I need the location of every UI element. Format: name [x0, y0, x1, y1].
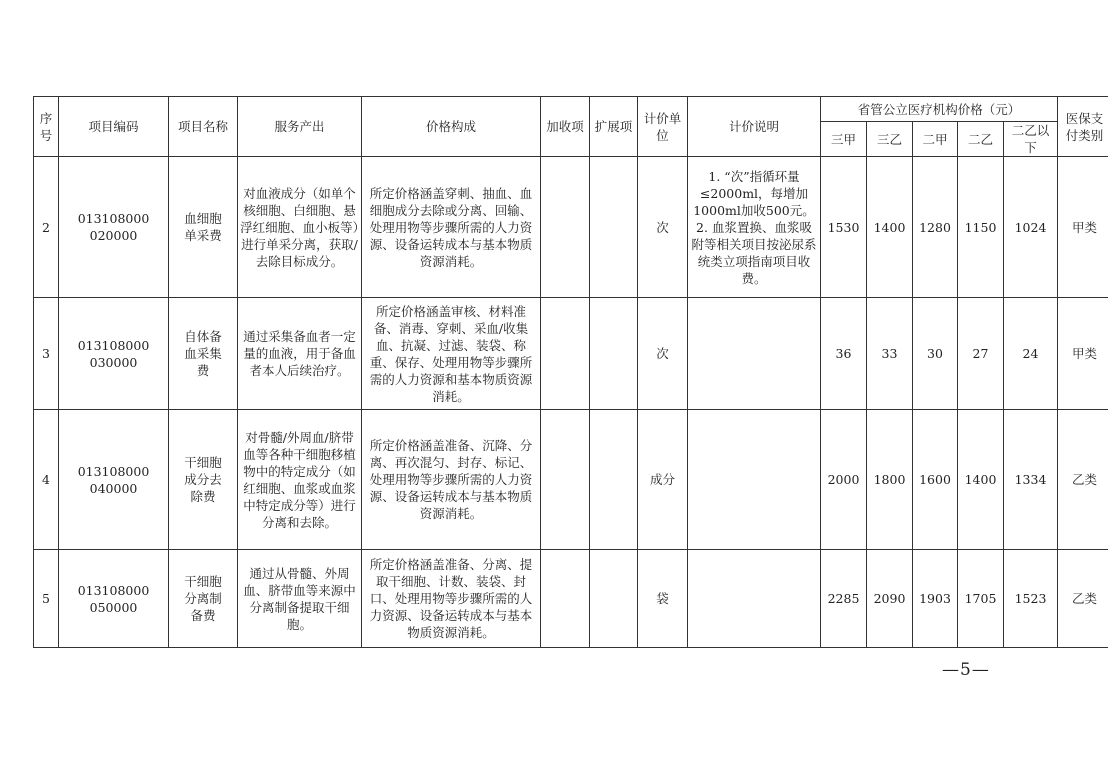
cell-ext-item — [590, 157, 638, 298]
cell-unit: 次 — [638, 298, 688, 410]
header-seq: 序号 — [34, 97, 59, 157]
cell-price: 1530 — [821, 157, 867, 298]
table-row — [34, 410, 1108, 550]
price-table-container — [33, 96, 1108, 648]
header-note: 计价说明 — [688, 97, 821, 157]
cell-price: 1400 — [867, 157, 913, 298]
cell-composition: 所定价格涵盖穿刺、抽血、血细胞成分去除或分离、回输、处理用物等步骤所需的人力资源、设备运转成本与基本物质资源消耗。 — [362, 157, 541, 298]
cell-insurance: 乙类 — [1058, 410, 1108, 550]
cell-add-item — [541, 298, 590, 410]
cell-note — [688, 550, 821, 648]
header-level: 二甲 — [913, 122, 958, 157]
cell-ext-item — [590, 298, 638, 410]
cell-price: 2090 — [867, 550, 913, 648]
header-service: 服务产出 — [238, 97, 362, 157]
cell-service: 对血液成分（如单个核细胞、白细胞、悬浮红细胞、血小板等）进行单采分离，获取/去除目标成分。 — [238, 157, 362, 298]
cell-seq: 2 — [34, 157, 59, 298]
table-row — [34, 550, 1108, 648]
cell-composition: 所定价格涵盖准备、分离、提取干细胞、计数、装袋、封口、处理用物等步骤所需的人力资源、设备运转成本与基本物质资源消耗。 — [362, 550, 541, 648]
cell-price: 2000 — [821, 410, 867, 550]
cell-unit: 袋 — [638, 550, 688, 648]
cell-code: 013108000 030000 — [59, 298, 169, 410]
cell-add-item — [541, 550, 590, 648]
cell-ext-item — [590, 410, 638, 550]
cell-insurance: 甲类 — [1058, 298, 1108, 410]
cell-name: 干细胞 成分去 除费 — [169, 410, 238, 550]
header-level: 二乙以下 — [1004, 122, 1058, 157]
cell-insurance: 甲类 — [1058, 157, 1108, 298]
header-composition: 价格构成 — [362, 97, 541, 157]
header-insurance: 医保支付类别 — [1058, 97, 1108, 157]
cell-seq: 3 — [34, 298, 59, 410]
cell-insurance: 乙类 — [1058, 550, 1108, 648]
cell-price: 1705 — [958, 550, 1004, 648]
cell-note — [688, 410, 821, 550]
cell-add-item — [541, 157, 590, 298]
header-code: 项目编码 — [59, 97, 169, 157]
cell-price: 1334 — [1004, 410, 1058, 550]
table-row — [34, 157, 1108, 298]
cell-unit: 次 — [638, 157, 688, 298]
cell-price: 27 — [958, 298, 1004, 410]
cell-note: 1. “次”指循环量≤2000ml，每增加1000ml加收500元。 2. 血浆置换、血浆吸附等相关项目按泌尿系统类立项指南项目收费。 — [688, 157, 821, 298]
cell-price: 36 — [821, 298, 867, 410]
cell-price: 1800 — [867, 410, 913, 550]
cell-price: 1523 — [1004, 550, 1058, 648]
table-row — [34, 298, 1108, 410]
header-level: 二乙 — [958, 122, 1004, 157]
header-unit: 计价单位 — [638, 97, 688, 157]
cell-price: 30 — [913, 298, 958, 410]
cell-note — [688, 298, 821, 410]
page-number: —5— — [942, 660, 990, 680]
cell-name: 血细胞 单采费 — [169, 157, 238, 298]
cell-price: 1150 — [958, 157, 1004, 298]
cell-service: 通过从骨髓、外周血、脐带血等来源中分离制备提取干细胞。 — [238, 550, 362, 648]
header-level: 三乙 — [867, 122, 913, 157]
header-ext-item: 扩展项 — [590, 97, 638, 157]
cell-composition: 所定价格涵盖准备、沉降、分离、再次混匀、封存、标记、处理用物等步骤所需的人力资源、设备运转成本与基本物质资源消耗。 — [362, 410, 541, 550]
cell-price: 1280 — [913, 157, 958, 298]
cell-code: 013108000 050000 — [59, 550, 169, 648]
cell-price: 24 — [1004, 298, 1058, 410]
cell-service: 对骨髓/外周血/脐带血等各种干细胞移植物中的特定成分（如红细胞、血浆或血浆中特定成分等）进行分离和去除。 — [238, 410, 362, 550]
cell-add-item — [541, 410, 590, 550]
header-add-item: 加收项 — [541, 97, 590, 157]
cell-name: 自体备 血采集 费 — [169, 298, 238, 410]
cell-unit: 成分 — [638, 410, 688, 550]
price-table — [33, 96, 1108, 648]
cell-composition: 所定价格涵盖审核、材料准备、消毒、穿刺、采血/收集血、抗凝、过滤、装袋、称重、保存、处理用物等步骤所需的人力资源和基本物质资源消耗。 — [362, 298, 541, 410]
header-name: 项目名称 — [169, 97, 238, 157]
header-level: 三甲 — [821, 122, 867, 157]
cell-price: 33 — [867, 298, 913, 410]
cell-price: 1024 — [1004, 157, 1058, 298]
cell-code: 013108000 020000 — [59, 157, 169, 298]
cell-seq: 4 — [34, 410, 59, 550]
cell-seq: 5 — [34, 550, 59, 648]
cell-ext-item — [590, 550, 638, 648]
cell-price: 1400 — [958, 410, 1004, 550]
cell-name: 干细胞 分离制 备费 — [169, 550, 238, 648]
header-price-group: 省管公立医疗机构价格（元） — [821, 97, 1058, 122]
cell-price: 1600 — [913, 410, 958, 550]
cell-price: 2285 — [821, 550, 867, 648]
cell-service: 通过采集备血者一定量的血液，用于备血者本人后续治疗。 — [238, 298, 362, 410]
cell-code: 013108000 040000 — [59, 410, 169, 550]
cell-price: 1903 — [913, 550, 958, 648]
